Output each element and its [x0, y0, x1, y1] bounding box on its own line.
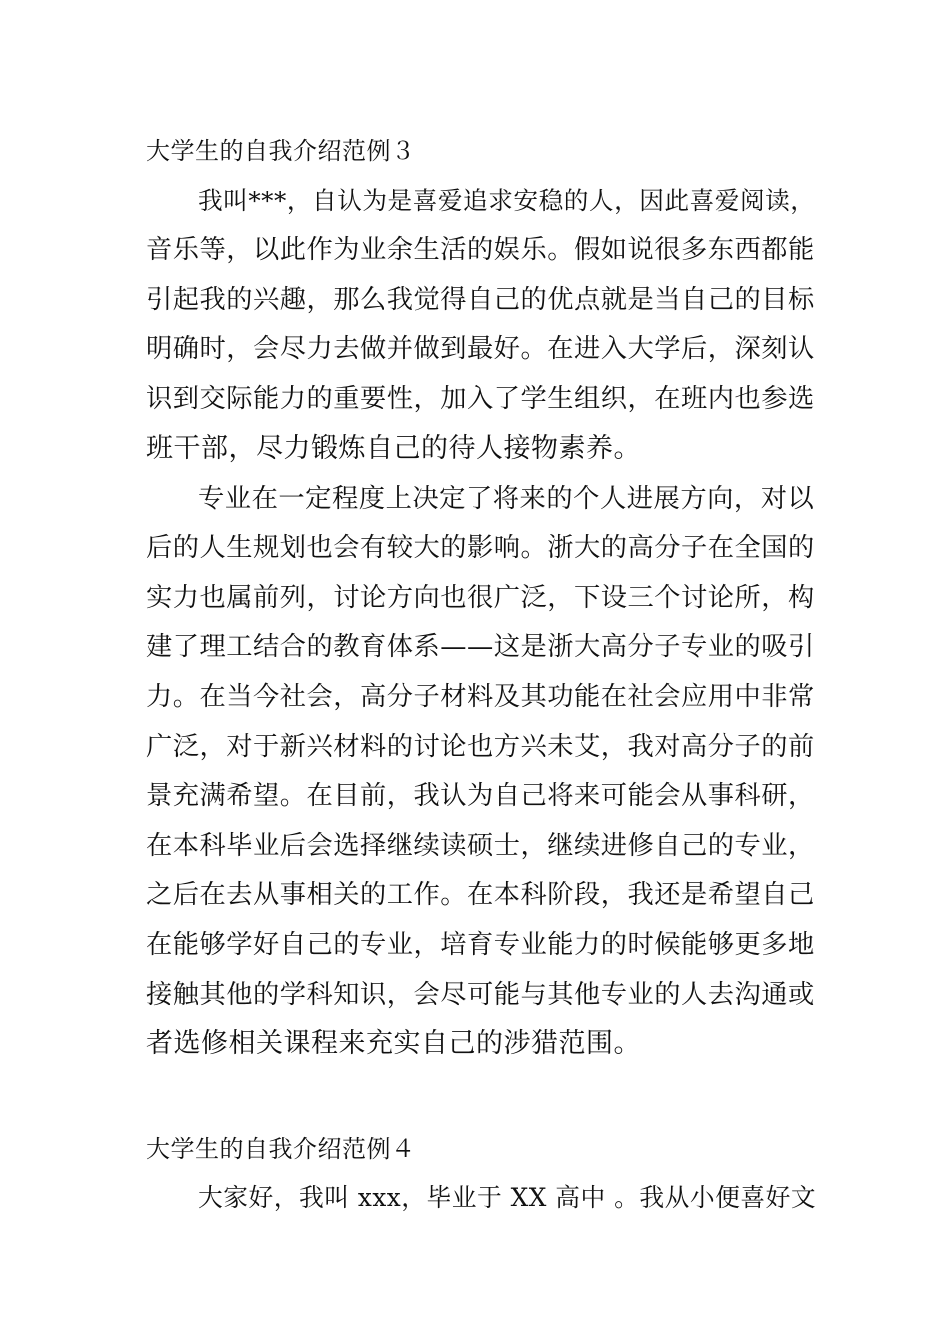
text-line: 在能够学好自己的专业，培育专业能力的时候能够更多地: [146, 930, 815, 960]
section-heading-4: 大学生的自我介绍范例４: [146, 1135, 416, 1163]
text-line: 我叫***，自认为是喜爱追求安稳的人，因此喜爱阅读，: [198, 186, 816, 215]
text-line: 识到交际能力的重要性，加入了学生组织，在班内也参选: [146, 384, 815, 414]
text-line: 力。在当今社会，高分子材料及其功能在社会应用中非常: [146, 682, 815, 712]
text-line: 之后在去从事相关的工作。在本科阶段，我还是希望自己: [146, 880, 815, 910]
text-line: 引起我的兴趣，那么我觉得自己的优点就是当自己的目标: [146, 285, 815, 315]
text-line: 班干部，尽力锻炼自己的待人接物素养。: [146, 433, 641, 464]
text-line: 后的人生规划也会有较大的影响。浙大的高分子在全国的: [146, 533, 815, 563]
text-line: 接触其他的学科知识，会尽可能与其他专业的人去沟通或: [146, 980, 815, 1010]
text-line: 广泛，对于新兴材料的讨论也方兴未艾，我对高分子的前: [146, 732, 815, 762]
text-line: 明确时，会尽力去做并做到最好。在进入大学后，深刻认: [146, 334, 815, 364]
text-line: 景充满希望。在目前，我认为自己将来可能会从事科研，: [146, 781, 815, 811]
section-heading-3: 大学生的自我介绍范例３: [146, 137, 416, 165]
text-line: 实力也属前列，讨论方向也很广泛，下设三个讨论所，构: [146, 583, 815, 613]
text-line: 大家好，我叫 xxx，毕业于 XX 高中 。我从小便喜好文: [198, 1183, 817, 1212]
text-line: 建了理工结合的教育体系——这是浙大高分子专业的吸引: [146, 632, 815, 662]
text-line: 专业在一定程度上决定了将来的个人进展方向，对以: [198, 484, 815, 514]
text-line: 在本科毕业后会选择继续读硕士，继续进修自己的专业，: [146, 831, 815, 861]
text-line: 者选修相关课程来充实自己的涉猎范围。: [146, 1028, 641, 1059]
text-line: 音乐等，以此作为业余生活的娱乐。假如说很多东西都能: [146, 235, 815, 265]
